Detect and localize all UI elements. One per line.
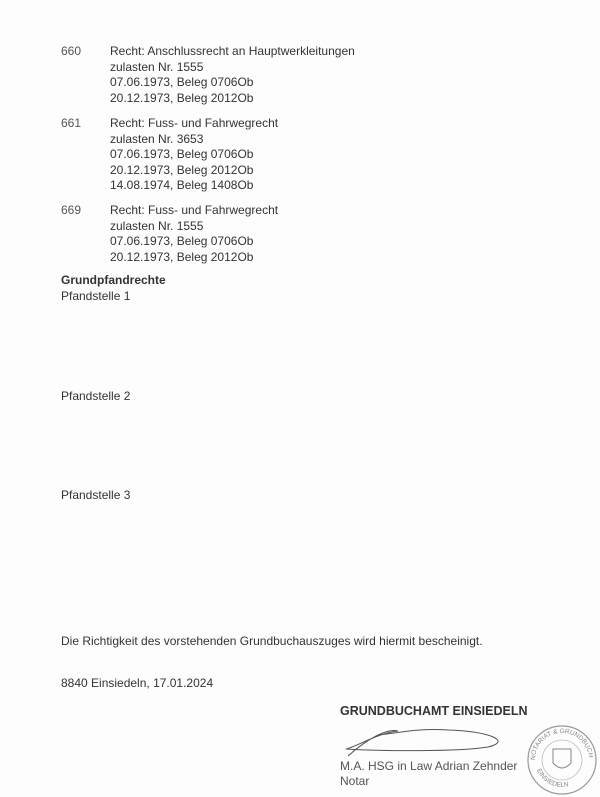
- entry-number: 661: [61, 116, 82, 130]
- signatory-role: Notar: [340, 774, 370, 788]
- entry-line: zulasten Nr. 3653: [110, 131, 204, 146]
- entry-line: Recht: Anschlussrecht an Hauptwerkleitungen: [110, 44, 355, 58]
- entry-669: [61, 203, 561, 283]
- entry-line: 20.12.1973, Beleg 2012Ob: [110, 90, 254, 105]
- stamp-top-text: NOTARIAT & GRUNDBUCH: [529, 728, 594, 761]
- pfandstelle-2: Pfandstelle 2: [61, 389, 131, 403]
- stamp-bottom-text: EINSIEDELN: [535, 767, 570, 789]
- office-name: GRUNDBUCHAMT EINSIEDELN: [340, 704, 528, 718]
- place-date: 8840 Einsiedeln, 17.01.2024: [61, 676, 214, 690]
- entry-661: [61, 116, 561, 196]
- entry-line: Recht: Fuss- und Fahrwegrecht: [110, 116, 279, 130]
- signatory-name: M.A. HSG in Law Adrian Zehnder: [340, 759, 518, 773]
- official-stamp-icon: [526, 724, 598, 796]
- entry-line: Recht: Fuss- und Fahrwegrecht: [110, 203, 279, 217]
- entry-number: 660: [61, 44, 82, 58]
- entry-line: 20.12.1973, Beleg 2012Ob: [110, 249, 254, 264]
- entry-line: zulasten Nr. 1555: [110, 59, 204, 74]
- entry-line: 07.06.1973, Beleg 0706Ob: [110, 234, 254, 248]
- entry-line: 20.12.1973, Beleg 2012Ob: [110, 162, 254, 177]
- entry-line: zulasten Nr. 1555: [110, 218, 204, 233]
- pfandstelle-3: Pfandstelle 3: [61, 488, 131, 502]
- pfandstelle-1: Pfandstelle 1: [61, 289, 131, 303]
- entry-660: [61, 44, 561, 124]
- entry-number: 669: [61, 203, 82, 217]
- signature-icon: [338, 722, 508, 758]
- entry-line: 07.06.1973, Beleg 0706Ob: [110, 147, 254, 161]
- svg-text:NOTARIAT & GRUNDBUCH: [530, 728, 594, 760]
- certification-text: Die Richtigkeit des vorstehenden Grundbuchauszuges wird hiermit bescheinigt.: [61, 634, 483, 648]
- entry-line: 07.06.1973, Beleg 0706Ob: [110, 75, 254, 89]
- entry-line: 14.08.1974, Beleg 1408Ob: [110, 178, 254, 192]
- section-title: Grundpfandrechte: [61, 273, 166, 287]
